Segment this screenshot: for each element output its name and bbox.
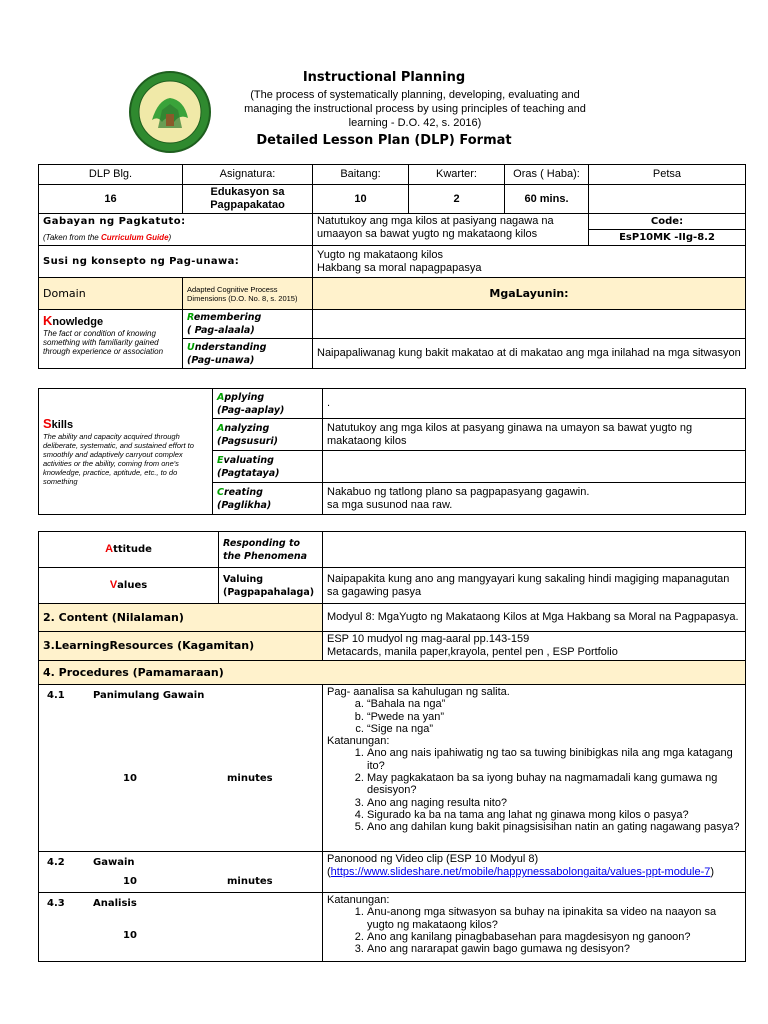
creating-initial: C (217, 486, 224, 498)
p42-minutes-value: 10 (123, 876, 137, 887)
taken-from-note (43, 231, 308, 244)
learning-resources-line1: ESP 10 mudyol ng mag-aaral pp.143-159 (327, 633, 530, 645)
p43-number: 4.3 (47, 898, 65, 909)
kwarter-value: 2 (409, 185, 505, 214)
code-label: Code: (589, 214, 746, 230)
attitude-cell (39, 532, 219, 568)
document-description: (The process of systematically planning, developing, evaluating and managing the instructional process by using principles of teaching and learning - D.O. 42, s. 2016) (244, 89, 586, 129)
list-item: 4. Sigurado ka ba na tama ang lahat ng ginawa mong kilos o pasya? (367, 809, 741, 821)
attitude-dimension: Responding to the Phenomena (219, 532, 323, 568)
p42-minutes-unit: minutes (227, 876, 273, 887)
procedures-table (38, 531, 746, 962)
attitude-value (323, 532, 746, 568)
remembering-cell (183, 310, 313, 339)
p41-question-label: Katanungan: (327, 735, 390, 748)
mgalayunin-header: MgaLayunin: (313, 278, 746, 310)
p41-minutes-unit: minutes (227, 773, 273, 784)
p41-title: Panimulang Gawain (93, 690, 205, 701)
analyzing-initial: A (217, 422, 225, 434)
list-item: 5. Ano ang dahilan kung bakit pinagsisisihan natin an gating nagawang pasya? (367, 821, 741, 833)
analyzing-label: nalyzing (224, 422, 270, 434)
analyzing-value: Natutukoy ang mga kilos at pasyang ginawa na umayon sa bawat yugto ng makataong kilos (323, 419, 746, 451)
susi-label: Susi ng konsepto ng Pag-unawa: (39, 246, 313, 278)
p42-open-paren: ( (327, 866, 331, 878)
skills-table (38, 388, 746, 515)
p42-content (323, 852, 746, 893)
oras-header: Oras ( Haba): (505, 165, 589, 185)
creating-label: reating (223, 486, 263, 498)
petsa-header: Petsa (589, 165, 746, 185)
skills-cell (39, 389, 213, 515)
gabayan-label: Gabayan ng Pagkatuto: (43, 215, 186, 227)
p41-number: 4.1 (47, 690, 65, 701)
list-item: a. “Bahala na nga” (367, 698, 741, 710)
dlp-info-table (38, 164, 746, 369)
valuing-label: Valuing (223, 573, 264, 585)
evaluating-sub: (Pagtataya) (217, 467, 280, 479)
applying-sub: (Pag-aaplay) (217, 404, 285, 416)
creating-cell (213, 483, 323, 515)
evaluating-initial: E (217, 454, 224, 466)
gabayan-cell (39, 214, 313, 246)
understanding-label: nderstanding (194, 341, 267, 353)
remembering-value (313, 310, 746, 339)
p41-minutes-value: 10 (123, 773, 137, 784)
p43-question-label: Katanungan: (327, 894, 390, 906)
understanding-initial: U (187, 341, 195, 353)
values-label: alues (117, 580, 148, 591)
dlp-blg-value: 16 (39, 185, 183, 214)
taken-from-suffix: ) (168, 232, 172, 242)
dlp-blg-header: DLP Blg. (39, 165, 183, 185)
p41-word-list (327, 698, 741, 735)
learning-resources-label: 3.LearningResources (Kagamitan) (39, 632, 323, 661)
susi-value-line1: Yugto ng makataong kilos (317, 248, 443, 261)
analyzing-sub: (Pagsusuri) (217, 435, 279, 447)
knowledge-label: nowledge (52, 316, 104, 328)
applying-initial: A (217, 391, 225, 403)
p42-cell (39, 852, 323, 893)
p42-number: 4.2 (47, 857, 65, 868)
applying-value: . (323, 389, 746, 419)
p41-intro: Pag- aanalisa sa kahulugan ng salita. (327, 686, 510, 698)
oras-value: 60 mins. (505, 185, 589, 214)
p42-close-paren: ) (710, 866, 715, 878)
content-value: Modyul 8: MgaYugto ng Makataong Kilos at Mga Hakbang sa Moral na Pagpapasya. (323, 604, 746, 632)
p43-cell (39, 893, 323, 962)
remembering-label: emembering (193, 312, 262, 323)
learning-resources-value (323, 632, 746, 661)
petsa-value (589, 185, 746, 214)
susi-value (313, 246, 746, 278)
baitang-value: 10 (313, 185, 409, 214)
list-item: 1. Anu-anong mga sitwasyon sa buhay na ipinakita sa video na naayon sa yugto ng makataong kilos? (367, 906, 741, 931)
list-item: c. “Sige na nga” (367, 723, 741, 735)
values-value: Naipapakita kung ano ang mangyayari kung sakaling hindi magiging mapanagutan sa gagawing pasya (323, 568, 746, 604)
knowledge-cell (39, 310, 183, 369)
list-item: 1. Ano ang nais ipahiwatig ng tao sa tuwing binibigkas nila ang mga katagang ito? (367, 747, 741, 772)
code-value: EsP10MK -IIg-8.2 (589, 230, 746, 246)
understanding-value: Naipapaliwanag kung bakit makatao at di makatao ang mga inilahad na mga sitwasyon (313, 339, 746, 369)
learning-resources-line2: Metacards, manila paper,krayola, pentel pen , ESP Portfolio (327, 646, 618, 658)
understanding-cell (183, 339, 313, 369)
evaluating-cell (213, 451, 323, 483)
p43-question-list (327, 906, 741, 955)
skills-description: The ability and capacity acquired through deliberate, systematic, and sustained effort to smoothly and adaptively carryout complex activities or the ability, coming from one's knowledge, practice, aptitude, etc., to do something (43, 432, 194, 486)
document-subtitle: Detailed Lesson Plan (DLP) Format (256, 133, 512, 148)
acpd-header: Adapted Cognitive Process Dimensions (D.O. No. 8, s. 2015) (183, 278, 313, 310)
p41-question-list (327, 747, 741, 833)
list-item: 3. Ano ang nararapat gawin bago gumawa ng desisyon? (367, 943, 741, 955)
analyzing-cell (213, 419, 323, 451)
applying-cell (213, 389, 323, 419)
evaluating-label: valuating (223, 454, 274, 466)
p43-content (323, 893, 746, 962)
skills-initial: S (43, 416, 52, 431)
values-initial: V (109, 579, 118, 591)
values-cell (39, 568, 219, 604)
content-label: 2. Content (Nilalaman) (39, 604, 323, 632)
remembering-sub: ( Pag-alaala) (187, 325, 255, 336)
p42-title: Gawain (93, 857, 135, 868)
applying-label: pplying (224, 391, 265, 403)
creating-value (323, 483, 746, 515)
skills-label: kills (51, 419, 74, 431)
p42-line1: Panonood ng Video clip (ESP 10 Modyul 8) (327, 853, 539, 865)
list-item: b. “Pwede na yan” (367, 711, 741, 723)
curriculum-guide-label: Curriculum Guide (100, 232, 169, 242)
creating-value-line2: sa mga susunod naa raw. (327, 498, 453, 511)
taken-from-prefix: (Taken from the (43, 232, 101, 242)
attitude-label: ttitude (113, 544, 152, 555)
p42-line2 (327, 866, 741, 879)
list-item: 2. May pagkakataon ba sa iyong buhay na nagmamadali kang gumawa ng desisyon? (367, 772, 741, 797)
valuing-cell (219, 568, 323, 604)
p41-content (323, 685, 746, 852)
p43-minutes-value: 10 (123, 930, 137, 941)
valuing-sub: (Pagpapahalaga) (223, 586, 315, 598)
attitude-initial: A (105, 543, 114, 555)
procedures-header: 4. Procedures (Pamamaraan) (39, 661, 746, 685)
remembering-initial: R (187, 312, 194, 323)
domain-header: Domain (39, 278, 183, 310)
list-item: 2. Ano ang kanilang pinagbabasehan para magdesisyon ng ganoon? (367, 931, 741, 943)
p43-title: Analisis (93, 898, 137, 909)
p41-cell (39, 685, 323, 852)
kwarter-header: Kwarter: (409, 165, 505, 185)
baitang-header: Baitang: (313, 165, 409, 185)
video-link[interactable]: https://www.slideshare.net/mobile/happynessabolongaita/values-ppt-module-7 (330, 866, 711, 878)
asignatura-header: Asignatura: (183, 165, 313, 185)
knowledge-initial: K (43, 313, 53, 328)
list-item: 3. Ano ang naging resulta nito? (367, 797, 741, 809)
creating-sub: (Paglikha) (217, 499, 272, 511)
evaluating-value (323, 451, 746, 483)
susi-value-line2: Hakbang sa moral napagpapasya (317, 261, 482, 274)
asignatura-value: Edukasyon sa Pagpapakatao (183, 185, 313, 214)
document-title: Instructional Planning (302, 70, 466, 85)
knowledge-description: The fact or condition of knowing something with familiarity gained through experience or association (43, 329, 164, 356)
understanding-sub: (Pag-unawa) (187, 354, 255, 366)
gabayan-value: Natutukoy ang mga kilos at pasiyang nagawa na umaayon sa bawat yugto ng makataong kilos (313, 214, 589, 246)
creating-value-line1: Nakabuo ng tatlong plano sa pagpapasyang gagawin. (327, 485, 590, 498)
